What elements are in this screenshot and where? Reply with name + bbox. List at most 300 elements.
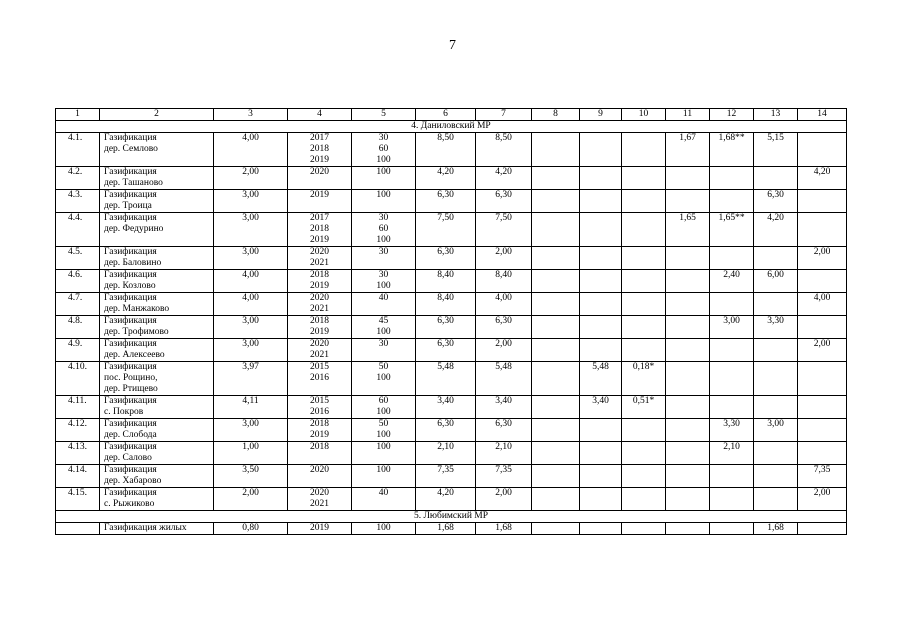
cell-line: 4,20 bbox=[767, 213, 784, 223]
cell-line bbox=[800, 316, 844, 327]
table-row bbox=[56, 339, 847, 362]
cell-line: 4.11. bbox=[68, 396, 87, 406]
table-cell-col-14 bbox=[798, 213, 847, 247]
table-cell-col-1 bbox=[56, 167, 100, 190]
cell-line bbox=[582, 339, 619, 350]
table-cell-col-14 bbox=[798, 442, 847, 465]
cell-line bbox=[756, 396, 795, 407]
table-cell-col-7 bbox=[476, 213, 532, 247]
cell-line: дер. Манжаково bbox=[104, 304, 170, 314]
cell-line bbox=[582, 247, 619, 258]
table-cell-col-5 bbox=[352, 396, 416, 419]
cell-line: с. Рыжиково bbox=[104, 499, 155, 509]
cell-line bbox=[668, 419, 707, 430]
table-cell-col-2 bbox=[100, 133, 214, 167]
cell-line bbox=[800, 523, 844, 534]
cell-line bbox=[534, 190, 577, 201]
table-cell-col-7 bbox=[476, 362, 532, 396]
cell-line: 6,30 bbox=[437, 339, 454, 349]
cell-line: 5,48 bbox=[437, 362, 454, 372]
table-cell-col-3 bbox=[214, 362, 288, 396]
cell-line: 4.8. bbox=[68, 316, 83, 326]
table-cell-col-3 bbox=[214, 316, 288, 339]
cell-line bbox=[582, 133, 619, 144]
cell-line: 2020 bbox=[310, 293, 329, 303]
cell-line: 2,10 bbox=[723, 442, 740, 452]
table-cell-col-4 bbox=[288, 213, 352, 247]
cell-line: 5,48 bbox=[495, 362, 512, 372]
cell-line bbox=[712, 293, 751, 304]
cell-line bbox=[582, 190, 619, 201]
cell-line bbox=[712, 362, 751, 373]
cell-line: 50 bbox=[378, 362, 389, 372]
table-cell-col-10 bbox=[622, 339, 666, 362]
table-cell-col-7 bbox=[476, 523, 532, 535]
table-cell-col-9 bbox=[580, 465, 622, 488]
cell-line bbox=[800, 362, 844, 373]
cell-line: дер. Троица bbox=[104, 201, 152, 211]
cell-line: 2019 bbox=[310, 430, 329, 440]
table-cell-col-10 bbox=[622, 316, 666, 339]
cell-line: 7,35 bbox=[495, 465, 512, 475]
table-cell-col-6 bbox=[416, 213, 476, 247]
cell-line bbox=[756, 442, 795, 453]
table-cell-col-6 bbox=[416, 442, 476, 465]
table-cell-col-6 bbox=[416, 488, 476, 511]
cell-line: Газификация bbox=[104, 396, 157, 406]
table-cell-col-2 bbox=[100, 167, 214, 190]
cell-line: 4,20 bbox=[495, 167, 512, 177]
table-cell-col-8 bbox=[532, 419, 580, 442]
cell-line: 4.1. bbox=[68, 133, 83, 143]
table-cell-col-8 bbox=[532, 442, 580, 465]
cell-line: 1,67 bbox=[679, 133, 696, 143]
column-header: 2 bbox=[100, 109, 214, 121]
table-row bbox=[56, 270, 847, 293]
table-cell-col-7 bbox=[476, 442, 532, 465]
cell-line: 4,00 bbox=[495, 293, 512, 303]
cell-line: 3,00 bbox=[242, 419, 259, 429]
cell-line: 4.9. bbox=[68, 339, 83, 349]
table-cell-col-5 bbox=[352, 362, 416, 396]
cell-line: 1,68 bbox=[767, 523, 784, 533]
table-cell-col-11 bbox=[666, 247, 710, 270]
column-header: 13 bbox=[754, 109, 798, 121]
cell-line: 7,50 bbox=[495, 213, 512, 223]
table-cell-col-9 bbox=[580, 316, 622, 339]
cell-line: Газификация bbox=[104, 270, 157, 280]
table-cell-col-5 bbox=[352, 270, 416, 293]
cell-line: 3,97 bbox=[242, 362, 259, 372]
table-cell-col-7 bbox=[476, 339, 532, 362]
table-cell-col-1 bbox=[56, 339, 100, 362]
table-cell-col-9 bbox=[580, 190, 622, 213]
table-cell-col-11 bbox=[666, 316, 710, 339]
table-cell-col-8 bbox=[532, 270, 580, 293]
cell-line: 3,00 bbox=[242, 190, 259, 200]
table-cell-col-1 bbox=[56, 362, 100, 396]
table-cell-col-12 bbox=[710, 247, 754, 270]
table-cell-col-5 bbox=[352, 316, 416, 339]
table-cell-col-8 bbox=[532, 362, 580, 396]
cell-line: Газификация bbox=[104, 247, 157, 257]
column-header: 1 bbox=[56, 109, 100, 121]
table-cell-col-3 bbox=[214, 167, 288, 190]
table-cell-col-3 bbox=[214, 396, 288, 419]
cell-line: 4.7. bbox=[68, 293, 83, 303]
table-cell-col-13 bbox=[754, 270, 798, 293]
cell-line bbox=[624, 247, 663, 258]
cell-line: 100 bbox=[376, 281, 391, 291]
cell-line: 3,40 bbox=[437, 396, 454, 406]
cell-line: 6,30 bbox=[437, 190, 454, 200]
cell-line bbox=[534, 362, 577, 373]
cell-line: 3,30 bbox=[723, 419, 740, 429]
cell-line: Газификация bbox=[104, 293, 157, 303]
cell-line: 100 bbox=[376, 523, 391, 533]
table-cell-col-13 bbox=[754, 316, 798, 339]
table-cell-col-12 bbox=[710, 523, 754, 535]
cell-line: 2019 bbox=[310, 190, 329, 200]
cell-line bbox=[800, 442, 844, 453]
cell-line: Газификация bbox=[104, 419, 157, 429]
cell-line: 2,00 bbox=[242, 488, 259, 498]
table-cell-col-14 bbox=[798, 316, 847, 339]
data-table bbox=[55, 108, 847, 535]
table-cell-col-12 bbox=[710, 213, 754, 247]
table-cell-col-10 bbox=[622, 488, 666, 511]
table-cell-col-14 bbox=[798, 270, 847, 293]
cell-line bbox=[624, 133, 663, 144]
cell-line: дер. Федурино bbox=[104, 224, 164, 234]
table-cell-col-9 bbox=[580, 270, 622, 293]
section-header-row bbox=[56, 511, 847, 523]
table-cell-col-4 bbox=[288, 465, 352, 488]
cell-line: 2018 bbox=[310, 144, 329, 154]
table-cell-col-14 bbox=[798, 167, 847, 190]
table-cell-col-4 bbox=[288, 293, 352, 316]
cell-line: 2,00 bbox=[495, 247, 512, 257]
table-cell-col-1 bbox=[56, 442, 100, 465]
table-row bbox=[56, 419, 847, 442]
table-cell-col-13 bbox=[754, 213, 798, 247]
table-cell-col-2 bbox=[100, 488, 214, 511]
cell-line bbox=[624, 167, 663, 178]
table-row bbox=[56, 316, 847, 339]
table-cell-col-13 bbox=[754, 247, 798, 270]
cell-line: 4.12. bbox=[68, 419, 87, 429]
table-cell-col-10 bbox=[622, 133, 666, 167]
section-title: 5. Любимский МР bbox=[56, 511, 847, 523]
table-cell-col-14 bbox=[798, 133, 847, 167]
cell-line bbox=[624, 213, 663, 224]
table-cell-col-9 bbox=[580, 523, 622, 535]
cell-line: 0,18* bbox=[632, 362, 655, 372]
table-cell-col-12 bbox=[710, 293, 754, 316]
table-cell-col-14 bbox=[798, 488, 847, 511]
table-cell-col-12 bbox=[710, 316, 754, 339]
cell-line: Газификация bbox=[104, 190, 157, 200]
table-cell-col-10 bbox=[622, 396, 666, 419]
column-header: 12 bbox=[710, 109, 754, 121]
table-cell-col-8 bbox=[532, 488, 580, 511]
cell-line: 6,30 bbox=[495, 419, 512, 429]
table-cell-col-9 bbox=[580, 339, 622, 362]
table-cell-col-14 bbox=[798, 523, 847, 535]
table-cell-col-8 bbox=[532, 293, 580, 316]
table-cell-col-7 bbox=[476, 396, 532, 419]
cell-line bbox=[800, 396, 844, 407]
cell-line bbox=[582, 316, 619, 327]
table-cell-col-14 bbox=[798, 396, 847, 419]
cell-line: Газификация bbox=[104, 488, 157, 498]
table-cell-col-2 bbox=[100, 270, 214, 293]
cell-line: 100 bbox=[376, 373, 391, 383]
cell-line bbox=[712, 396, 751, 407]
table-cell-col-7 bbox=[476, 270, 532, 293]
cell-line: 3,00 bbox=[767, 419, 784, 429]
cell-line: дер. Ртищево bbox=[104, 384, 158, 394]
table-cell-col-7 bbox=[476, 133, 532, 167]
cell-line: 7,50 bbox=[437, 213, 454, 223]
column-header: 14 bbox=[798, 109, 847, 121]
cell-line bbox=[668, 523, 707, 534]
table-cell-col-11 bbox=[666, 442, 710, 465]
table-cell-col-2 bbox=[100, 316, 214, 339]
cell-line: 3,00 bbox=[242, 247, 259, 257]
table-cell-col-6 bbox=[416, 247, 476, 270]
table-cell-col-6 bbox=[416, 316, 476, 339]
cell-line bbox=[668, 362, 707, 373]
cell-line: 2018 bbox=[310, 419, 329, 429]
cell-line bbox=[756, 339, 795, 350]
cell-line: дер. Хабарово bbox=[104, 476, 162, 486]
cell-line: 2020 bbox=[310, 465, 329, 475]
table-cell-col-13 bbox=[754, 293, 798, 316]
table-cell-col-7 bbox=[476, 465, 532, 488]
table-cell-col-7 bbox=[476, 419, 532, 442]
cell-line: 2020 bbox=[310, 247, 329, 257]
table-cell-col-12 bbox=[710, 362, 754, 396]
cell-line: 2017 bbox=[310, 133, 329, 143]
cell-line: 1,68** bbox=[718, 133, 745, 143]
cell-line: 4,20 bbox=[437, 167, 454, 177]
cell-line: 45 bbox=[378, 316, 389, 326]
cell-line: Газификация bbox=[104, 465, 157, 475]
table-cell-col-9 bbox=[580, 167, 622, 190]
table-cell-col-11 bbox=[666, 488, 710, 511]
cell-line: 30 bbox=[378, 339, 389, 349]
table-row bbox=[56, 293, 847, 316]
table-cell-col-1 bbox=[56, 488, 100, 511]
table-cell-col-5 bbox=[352, 442, 416, 465]
table-cell-col-11 bbox=[666, 339, 710, 362]
cell-line: 100 bbox=[376, 190, 391, 200]
cell-line: 4,00 bbox=[242, 270, 259, 280]
table-cell-col-5 bbox=[352, 523, 416, 535]
table-cell-col-2 bbox=[100, 419, 214, 442]
table-cell-col-7 bbox=[476, 293, 532, 316]
table-cell-col-2 bbox=[100, 523, 214, 535]
table-cell-col-2 bbox=[100, 465, 214, 488]
table-cell-col-6 bbox=[416, 190, 476, 213]
table-cell-col-5 bbox=[352, 419, 416, 442]
table-cell-col-9 bbox=[580, 488, 622, 511]
cell-line: дер. Баловино bbox=[104, 258, 162, 268]
cell-line: Газификация bbox=[104, 442, 157, 452]
table-row bbox=[56, 213, 847, 247]
cell-line: пос. Рощино, bbox=[104, 373, 158, 383]
cell-line: 2020 bbox=[310, 167, 329, 177]
cell-line bbox=[534, 293, 577, 304]
cell-line: Газификация bbox=[104, 167, 157, 177]
table-cell-col-13 bbox=[754, 339, 798, 362]
cell-line: 4,20 bbox=[437, 488, 454, 498]
cell-line bbox=[624, 190, 663, 201]
table-cell-col-3 bbox=[214, 133, 288, 167]
table-cell-col-3 bbox=[214, 465, 288, 488]
table-cell-col-5 bbox=[352, 293, 416, 316]
table-cell-col-11 bbox=[666, 396, 710, 419]
cell-line: 30 bbox=[378, 213, 389, 223]
table-cell-col-9 bbox=[580, 419, 622, 442]
table-cell-col-8 bbox=[532, 213, 580, 247]
table-cell-col-13 bbox=[754, 133, 798, 167]
cell-line: 3,40 bbox=[592, 396, 609, 406]
table-cell-col-7 bbox=[476, 247, 532, 270]
cell-line: 2021 bbox=[310, 304, 329, 314]
cell-line: 8,50 bbox=[495, 133, 512, 143]
table-cell-col-14 bbox=[798, 190, 847, 213]
table-cell-col-4 bbox=[288, 523, 352, 535]
table-cell-col-9 bbox=[580, 247, 622, 270]
cell-line: 0,51* bbox=[632, 396, 655, 406]
table-cell-col-6 bbox=[416, 465, 476, 488]
section-header-row bbox=[56, 121, 847, 133]
cell-line: 1,65 bbox=[679, 213, 696, 223]
table-cell-col-11 bbox=[666, 133, 710, 167]
table-cell-col-13 bbox=[754, 362, 798, 396]
table-cell-col-5 bbox=[352, 247, 416, 270]
cell-line: 8,40 bbox=[495, 270, 512, 280]
table-cell-col-13 bbox=[754, 465, 798, 488]
table-cell-col-12 bbox=[710, 396, 754, 419]
cell-line bbox=[712, 523, 751, 534]
table-cell-col-8 bbox=[532, 133, 580, 167]
cell-line bbox=[582, 442, 619, 453]
table-cell-col-14 bbox=[798, 293, 847, 316]
table-cell-col-4 bbox=[288, 362, 352, 396]
table-row bbox=[56, 442, 847, 465]
cell-line: 3,00 bbox=[242, 339, 259, 349]
table-cell-col-12 bbox=[710, 167, 754, 190]
cell-line bbox=[800, 419, 844, 430]
table-cell-col-4 bbox=[288, 247, 352, 270]
table-cell-col-7 bbox=[476, 190, 532, 213]
cell-line: 6,30 bbox=[767, 190, 784, 200]
table-cell-col-3 bbox=[214, 339, 288, 362]
cell-line: 2017 bbox=[310, 213, 329, 223]
cell-line: 2,00 bbox=[813, 488, 831, 498]
cell-line bbox=[624, 293, 663, 304]
cell-line: 4.6. bbox=[68, 270, 83, 280]
table-row bbox=[56, 247, 847, 270]
section-title: 4. Даниловский МР bbox=[56, 121, 847, 133]
column-header: 6 bbox=[416, 109, 476, 121]
cell-line: 2,00 bbox=[495, 488, 512, 498]
table-cell-col-3 bbox=[214, 270, 288, 293]
table-cell-col-1 bbox=[56, 316, 100, 339]
cell-line bbox=[668, 247, 707, 258]
table-cell-col-6 bbox=[416, 396, 476, 419]
table-cell-col-5 bbox=[352, 167, 416, 190]
cell-line bbox=[756, 293, 795, 304]
column-header: 8 bbox=[532, 109, 580, 121]
cell-line: 8,40 bbox=[437, 293, 454, 303]
cell-line: 4.5. bbox=[68, 247, 83, 257]
cell-line bbox=[624, 442, 663, 453]
cell-line: Газификация bbox=[104, 362, 157, 372]
cell-line: 2016 bbox=[310, 407, 329, 417]
table-cell-col-11 bbox=[666, 167, 710, 190]
cell-line: 4.3. bbox=[68, 190, 83, 200]
table-cell-col-1 bbox=[56, 293, 100, 316]
cell-line: 5,15 bbox=[767, 133, 784, 143]
cell-line bbox=[624, 419, 663, 430]
cell-line: 2018 bbox=[310, 442, 329, 452]
table-cell-col-12 bbox=[710, 419, 754, 442]
cell-line: 2015 bbox=[310, 362, 329, 372]
table-cell-col-12 bbox=[710, 133, 754, 167]
cell-line: 2,00 bbox=[242, 167, 259, 177]
table-row bbox=[56, 190, 847, 213]
cell-line bbox=[582, 213, 619, 224]
cell-line: 4,00 bbox=[813, 293, 831, 303]
table-cell-col-6 bbox=[416, 270, 476, 293]
table-cell-col-1 bbox=[56, 419, 100, 442]
cell-line: 50 bbox=[378, 419, 389, 429]
cell-line: 2018 bbox=[310, 224, 329, 234]
table-cell-col-10 bbox=[622, 419, 666, 442]
cell-line bbox=[624, 270, 663, 281]
table-cell-col-11 bbox=[666, 270, 710, 293]
table-cell-col-13 bbox=[754, 488, 798, 511]
cell-line: 6,00 bbox=[767, 270, 784, 280]
cell-line: 60 bbox=[378, 396, 389, 406]
column-header: 10 bbox=[622, 109, 666, 121]
table-header-row bbox=[56, 109, 847, 121]
cell-line bbox=[668, 190, 707, 201]
table-cell-col-2 bbox=[100, 293, 214, 316]
table-cell-col-14 bbox=[798, 419, 847, 442]
cell-line bbox=[582, 419, 619, 430]
table-cell-col-1 bbox=[56, 190, 100, 213]
cell-line: 60 bbox=[378, 224, 389, 234]
table-cell-col-9 bbox=[580, 133, 622, 167]
cell-line bbox=[624, 488, 663, 499]
cell-line bbox=[624, 465, 663, 476]
table-cell-col-12 bbox=[710, 270, 754, 293]
cell-line bbox=[68, 523, 97, 534]
cell-line bbox=[756, 465, 795, 476]
cell-line: 4,11 bbox=[242, 396, 259, 406]
cell-line bbox=[534, 247, 577, 258]
cell-line bbox=[534, 167, 577, 178]
cell-line: 100 bbox=[376, 167, 391, 177]
table-cell-col-2 bbox=[100, 190, 214, 213]
cell-line: Газификация bbox=[104, 133, 157, 143]
table-cell-col-9 bbox=[580, 362, 622, 396]
